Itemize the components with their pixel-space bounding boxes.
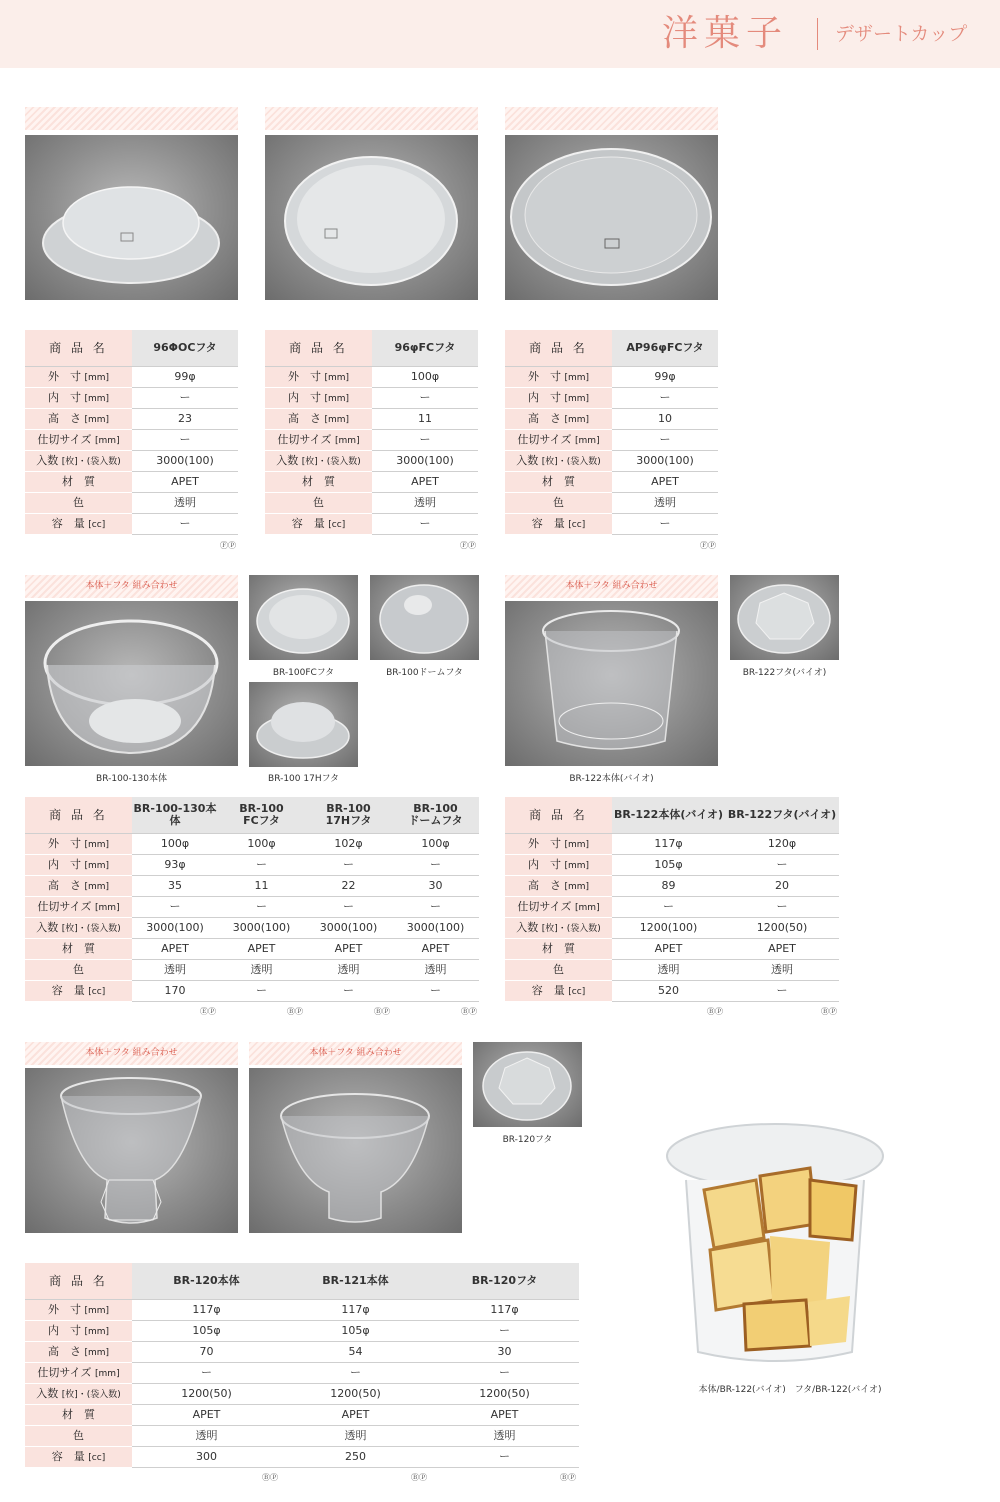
label-qty: 入数 [枚]・(袋入数) (505, 451, 612, 472)
label-divider: 仕切サイズ [mm] (265, 430, 372, 451)
cell-height: 70 (132, 1342, 281, 1363)
caption-br122-body: BR-122本体(バイオ) (569, 774, 654, 784)
label-divider: 仕切サイズ [mm] (505, 897, 612, 918)
cell-material: APET (132, 1405, 281, 1426)
cell-qty: 3000(100) (305, 918, 392, 939)
label-height: 高 さ [mm] (505, 409, 612, 430)
label-product-name: 商 品 名 (265, 330, 372, 367)
cell-qty: 3000(100) (132, 918, 218, 939)
cell-height: 54 (281, 1342, 430, 1363)
product-name: AP96φFCフタ (612, 330, 718, 367)
spec-table-br122 (505, 797, 839, 1002)
cell-inner: ー (392, 855, 479, 876)
cell-height: 30 (392, 876, 479, 897)
product-name: BR-100 ドームフタ (392, 797, 479, 834)
label-inner: 内 寸 [mm] (505, 388, 612, 409)
product-photo-br120-lid (473, 1042, 582, 1127)
cell-outer: 117φ (281, 1300, 430, 1321)
label-color: 色 (25, 493, 132, 514)
cell-capacity: ー (305, 981, 392, 1002)
cell-qty: 3000(100) (612, 451, 718, 472)
cell-qty: 3000(100) (392, 918, 479, 939)
stripe-band (25, 107, 238, 130)
product-name: BR-100 17Hフタ (305, 797, 392, 834)
cell-color: 透明 (132, 960, 218, 981)
product-photo-br122-body (505, 601, 718, 766)
label-divider: 仕切サイズ [mm] (25, 430, 132, 451)
label-material: 材 質 (505, 472, 612, 493)
product-name: BR-100 FCフタ (218, 797, 305, 834)
cell-divider: ー (305, 897, 392, 918)
label-outer: 外 寸 [mm] (25, 367, 132, 388)
label-color: 色 (25, 1426, 132, 1447)
cell-inner: ー (430, 1321, 579, 1342)
caption-br100-fc-lid: BR-100FCフタ (272, 668, 335, 678)
cell-capacity: ー (218, 981, 305, 1002)
stripe-band (265, 107, 478, 130)
caption-br100-body: BR-100-130本体 (96, 774, 167, 784)
spec-table-br120 (25, 1263, 579, 1468)
cell-qty: 1200(50) (725, 918, 839, 939)
cell-qty: 3000(100) (132, 451, 238, 472)
cell-material: APET (430, 1405, 579, 1426)
cell-capacity: ー (430, 1447, 579, 1468)
cell-divider: ー (392, 897, 479, 918)
cell-capacity: ー (392, 981, 479, 1002)
cell-material: APET (281, 1405, 430, 1426)
cell-divider: ー (132, 897, 218, 918)
label-height: 高 さ [mm] (505, 876, 612, 897)
product-name: BR-121本体 (281, 1263, 430, 1300)
label-capacity: 容 量 [cc] (25, 514, 132, 535)
cell-inner: ー (218, 855, 305, 876)
cell-divider: ー (725, 897, 839, 918)
caption-br120-lid: BR-120フタ (502, 1135, 553, 1145)
cell-qty: 1200(100) (612, 918, 725, 939)
cell-inner: ー (612, 388, 718, 409)
product-photo-br100-body (25, 601, 238, 766)
combo-band: 本体＋フタ 組み合わせ (505, 575, 718, 598)
label-qty: 入数 [枚]・(袋入数) (265, 451, 372, 472)
label-height: 高 さ [mm] (25, 876, 132, 897)
cell-height: 11 (218, 876, 305, 897)
cell-height: 35 (132, 876, 218, 897)
label-material: 材 質 (505, 939, 612, 960)
cell-capacity: ー (372, 514, 478, 535)
label-capacity: 容 量 [cc] (265, 514, 372, 535)
product-name: 96φFCフタ (372, 330, 478, 367)
cell-color: 透明 (612, 960, 725, 981)
material-mark: ⒺⓅ (200, 1007, 216, 1016)
cell-divider: ー (281, 1363, 430, 1384)
cell-inner: 93φ (132, 855, 218, 876)
header-divider (817, 18, 818, 50)
product-photo-br122-lid (730, 575, 839, 660)
cell-outer: 117φ (132, 1300, 281, 1321)
cell-material: APET (725, 939, 839, 960)
label-product-name: 商 品 名 (25, 330, 132, 367)
cell-qty: 1200(50) (430, 1384, 579, 1405)
label-qty: 入数 [枚]・(袋入数) (25, 918, 132, 939)
product-name: BR-120フタ (430, 1263, 579, 1300)
product-photo-96fc-lid (265, 135, 478, 300)
cell-capacity: 520 (612, 981, 725, 1002)
cell-material: APET (305, 939, 392, 960)
label-outer: 外 寸 [mm] (25, 1300, 132, 1321)
caption-br122-lid: BR-122フタ(バイオ) (742, 668, 827, 678)
label-capacity: 容 量 [cc] (25, 1447, 132, 1468)
label-color: 色 (25, 960, 132, 981)
combo-band: 本体＋フタ 組み合わせ (249, 1042, 462, 1065)
label-inner: 内 寸 [mm] (25, 1321, 132, 1342)
label-inner: 内 寸 [mm] (265, 388, 372, 409)
cell-height: 22 (305, 876, 392, 897)
cell-height: 89 (612, 876, 725, 897)
label-height: 高 さ [mm] (265, 409, 372, 430)
cell-divider: ー (218, 897, 305, 918)
cell-material: APET (372, 472, 478, 493)
caption-cake-photo: 本体/BR-122(バイオ) フタ/BR-122(バイオ) (698, 1385, 882, 1395)
label-capacity: 容 量 [cc] (505, 981, 612, 1002)
product-name: 96ΦOCフタ (132, 330, 238, 367)
material-mark: ⒻⓅ (220, 541, 236, 550)
label-material: 材 質 (25, 472, 132, 493)
cell-inner: ー (132, 388, 238, 409)
cell-qty: 3000(100) (372, 451, 478, 472)
label-divider: 仕切サイズ [mm] (25, 1363, 132, 1384)
product-photo-br100-17h-lid (249, 682, 358, 767)
cell-divider: ー (612, 430, 718, 451)
label-qty: 入数 [枚]・(袋入数) (505, 918, 612, 939)
cell-capacity: 170 (132, 981, 218, 1002)
cell-inner: ー (725, 855, 839, 876)
label-outer: 外 寸 [mm] (505, 834, 612, 855)
cell-outer: 99φ (612, 367, 718, 388)
cell-material: APET (132, 939, 218, 960)
cell-divider: ー (132, 430, 238, 451)
cell-capacity: 300 (132, 1447, 281, 1468)
product-photo-96oc-lid (25, 135, 238, 300)
cell-divider: ー (132, 1363, 281, 1384)
product-name: BR-120本体 (132, 1263, 281, 1300)
cell-capacity: 250 (281, 1447, 430, 1468)
spec-table-br100 (25, 797, 479, 1002)
product-name: BR-122本体(バイオ) (612, 797, 725, 834)
cell-color: 透明 (372, 493, 478, 514)
cell-outer: 100φ (372, 367, 478, 388)
cell-color: 透明 (218, 960, 305, 981)
label-height: 高 さ [mm] (25, 409, 132, 430)
cake-cup-photo (660, 1120, 890, 1370)
cell-inner: ー (305, 855, 392, 876)
cell-outer: 117φ (430, 1300, 579, 1321)
product-photo-br100-dome-lid (370, 575, 479, 660)
product-photo-ap96fc-lid (505, 135, 718, 300)
material-mark: ⒷⓅ (560, 1473, 576, 1482)
material-mark: ⒷⓅ (287, 1007, 303, 1016)
label-color: 色 (505, 493, 612, 514)
page-title: 洋菓子 (662, 13, 789, 54)
combo-band: 本体＋フタ 組み合わせ (25, 575, 238, 598)
cell-outer: 99φ (132, 367, 238, 388)
label-height: 高 さ [mm] (25, 1342, 132, 1363)
material-mark: ⒷⓅ (821, 1007, 837, 1016)
cell-inner: 105φ (132, 1321, 281, 1342)
material-mark: ⒷⓅ (374, 1007, 390, 1016)
label-product-name: 商 品 名 (505, 330, 612, 367)
label-product-name: 商 品 名 (505, 797, 612, 834)
label-inner: 内 寸 [mm] (25, 855, 132, 876)
cell-height: 30 (430, 1342, 579, 1363)
label-capacity: 容 量 [cc] (25, 981, 132, 1002)
spec-table-ap96fc (505, 330, 718, 535)
label-color: 色 (265, 493, 372, 514)
product-photo-br100-fc-lid (249, 575, 358, 660)
cell-inner: 105φ (612, 855, 725, 876)
spec-table-96oc (25, 330, 238, 535)
product-name: BR-122フタ(バイオ) (725, 797, 839, 834)
label-outer: 外 寸 [mm] (505, 367, 612, 388)
label-product-name: 商 品 名 (25, 1263, 132, 1300)
material-mark: ⒷⓅ (262, 1473, 278, 1482)
product-photo-br120-body (25, 1068, 238, 1233)
material-mark: ⒻⓅ (700, 541, 716, 550)
cell-divider: ー (612, 897, 725, 918)
material-mark: ⒷⓅ (707, 1007, 723, 1016)
cell-outer: 120φ (725, 834, 839, 855)
page-header (0, 0, 1000, 68)
cell-material: APET (612, 472, 718, 493)
cell-divider: ー (430, 1363, 579, 1384)
label-divider: 仕切サイズ [mm] (505, 430, 612, 451)
label-inner: 内 寸 [mm] (505, 855, 612, 876)
page-subtitle: デザートカップ (835, 23, 968, 45)
label-inner: 内 寸 [mm] (25, 388, 132, 409)
cell-qty: 3000(100) (218, 918, 305, 939)
cell-color: 透明 (132, 1426, 281, 1447)
label-capacity: 容 量 [cc] (505, 514, 612, 535)
cell-outer: 117φ (612, 834, 725, 855)
label-material: 材 質 (25, 1405, 132, 1426)
product-name: BR-100-130本体 (132, 797, 218, 834)
cell-material: APET (612, 939, 725, 960)
label-qty: 入数 [枚]・(袋入数) (25, 451, 132, 472)
material-mark: ⒷⓅ (411, 1473, 427, 1482)
cell-color: 透明 (392, 960, 479, 981)
caption-br100-dome-lid: BR-100ドームフタ (386, 668, 463, 678)
cell-capacity: ー (132, 514, 238, 535)
spec-table-96fc (265, 330, 478, 535)
label-product-name: 商 品 名 (25, 797, 132, 834)
label-outer: 外 寸 [mm] (265, 367, 372, 388)
cell-outer: 100φ (132, 834, 218, 855)
label-qty: 入数 [枚]・(袋入数) (25, 1384, 132, 1405)
cell-capacity: ー (725, 981, 839, 1002)
cell-qty: 1200(50) (281, 1384, 430, 1405)
cell-height: 11 (372, 409, 478, 430)
cell-inner: ー (372, 388, 478, 409)
cell-color: 透明 (725, 960, 839, 981)
label-outer: 外 寸 [mm] (25, 834, 132, 855)
cell-outer: 100φ (218, 834, 305, 855)
cell-height: 10 (612, 409, 718, 430)
cell-material: APET (132, 472, 238, 493)
cell-color: 透明 (132, 493, 238, 514)
cell-divider: ー (372, 430, 478, 451)
cell-color: 透明 (612, 493, 718, 514)
cell-material: APET (218, 939, 305, 960)
material-mark: ⒷⓅ (461, 1007, 477, 1016)
product-photo-br121-body (249, 1068, 462, 1233)
label-material: 材 質 (265, 472, 372, 493)
cell-qty: 1200(50) (132, 1384, 281, 1405)
stripe-band (505, 107, 718, 130)
material-mark: ⒻⓅ (460, 541, 476, 550)
cell-color: 透明 (305, 960, 392, 981)
cell-height: 23 (132, 409, 238, 430)
cell-material: APET (392, 939, 479, 960)
cell-outer: 102φ (305, 834, 392, 855)
cell-outer: 100φ (392, 834, 479, 855)
label-color: 色 (505, 960, 612, 981)
label-material: 材 質 (25, 939, 132, 960)
cell-inner: 105φ (281, 1321, 430, 1342)
cell-color: 透明 (430, 1426, 579, 1447)
label-divider: 仕切サイズ [mm] (25, 897, 132, 918)
cell-capacity: ー (612, 514, 718, 535)
combo-band: 本体＋フタ 組み合わせ (25, 1042, 238, 1065)
cell-height: 20 (725, 876, 839, 897)
caption-br100-17h-lid: BR-100 17Hフタ (268, 774, 339, 784)
cell-color: 透明 (281, 1426, 430, 1447)
